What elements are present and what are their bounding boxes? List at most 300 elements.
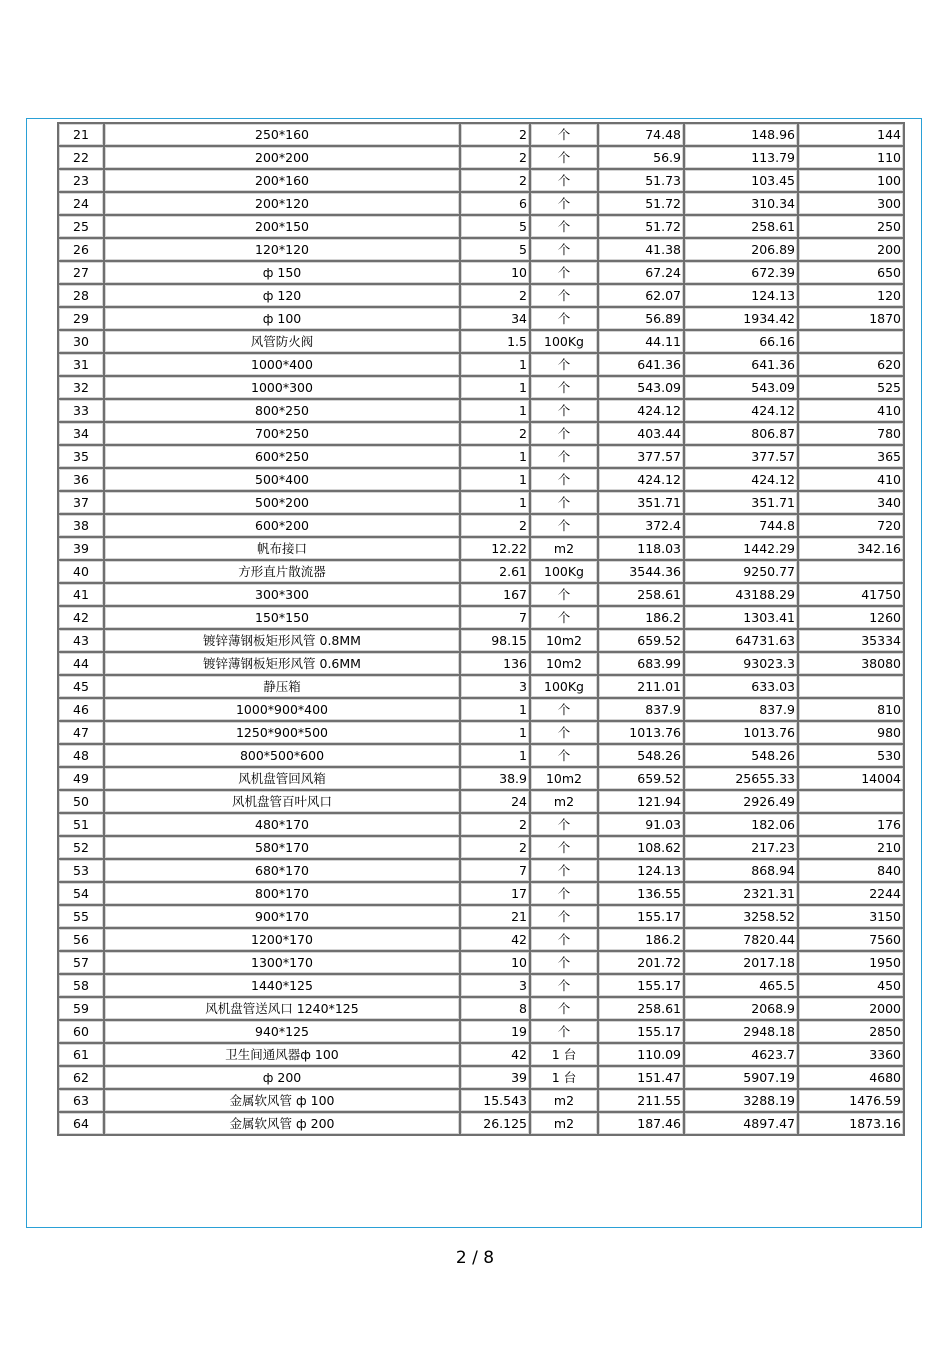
table-row — [58, 238, 904, 261]
quantity-cell: 7 — [460, 859, 530, 882]
unit-price-cell: 211.01 — [598, 675, 684, 698]
item-name-cell: 镀锌薄钢板矩形风管 0.6MM — [104, 652, 460, 675]
unit-cell: 100Kg — [530, 330, 598, 353]
quantity-cell: 10 — [460, 261, 530, 284]
final-amount-cell — [798, 675, 904, 698]
total-price-cell: 1442.29 — [684, 537, 798, 560]
unit-price-cell: 1013.76 — [598, 721, 684, 744]
unit-cell: 个 — [530, 192, 598, 215]
unit-cell: 个 — [530, 928, 598, 951]
row-number-cell: 21 — [58, 123, 104, 146]
quantity-cell: 1 — [460, 744, 530, 767]
row-number-cell: 49 — [58, 767, 104, 790]
final-amount-cell: 720 — [798, 514, 904, 537]
table-row — [58, 767, 904, 790]
item-name-cell: 700*250 — [104, 422, 460, 445]
final-amount-cell: 300 — [798, 192, 904, 215]
unit-cell: 个 — [530, 491, 598, 514]
row-number-cell: 55 — [58, 905, 104, 928]
total-price-cell: 868.94 — [684, 859, 798, 882]
unit-price-cell: 41.38 — [598, 238, 684, 261]
quantity-cell: 167 — [460, 583, 530, 606]
unit-price-cell: 51.72 — [598, 192, 684, 215]
unit-cell: 个 — [530, 583, 598, 606]
final-amount-cell: 1873.16 — [798, 1112, 904, 1135]
item-name-cell: 200*150 — [104, 215, 460, 238]
quantity-cell: 17 — [460, 882, 530, 905]
total-price-cell: 64731.63 — [684, 629, 798, 652]
quantity-cell: 3 — [460, 675, 530, 698]
final-amount-cell: 2000 — [798, 997, 904, 1020]
unit-price-cell: 51.72 — [598, 215, 684, 238]
quantity-cell: 34 — [460, 307, 530, 330]
unit-cell: 个 — [530, 951, 598, 974]
final-amount-cell: 144 — [798, 123, 904, 146]
final-amount-cell: 365 — [798, 445, 904, 468]
table-row — [58, 1066, 904, 1089]
unit-price-cell: 155.17 — [598, 1020, 684, 1043]
item-name-cell: 600*200 — [104, 514, 460, 537]
unit-cell: 1 台 — [530, 1043, 598, 1066]
unit-cell: 个 — [530, 514, 598, 537]
table-row — [58, 537, 904, 560]
table-row — [58, 1089, 904, 1112]
row-number-cell: 51 — [58, 813, 104, 836]
row-number-cell: 64 — [58, 1112, 104, 1135]
unit-price-cell: 186.2 — [598, 928, 684, 951]
unit-cell: 个 — [530, 721, 598, 744]
item-name-cell: 1300*170 — [104, 951, 460, 974]
unit-price-cell: 258.61 — [598, 997, 684, 1020]
final-amount-cell: 342.16 — [798, 537, 904, 560]
table-row — [58, 1043, 904, 1066]
table-row — [58, 744, 904, 767]
total-price-cell: 7820.44 — [684, 928, 798, 951]
table-row — [58, 560, 904, 583]
final-amount-cell: 340 — [798, 491, 904, 514]
unit-cell: 个 — [530, 146, 598, 169]
quantity-cell: 5 — [460, 238, 530, 261]
item-name-cell: 250*160 — [104, 123, 460, 146]
item-name-cell: 680*170 — [104, 859, 460, 882]
unit-cell: 个 — [530, 422, 598, 445]
unit-cell: 1 台 — [530, 1066, 598, 1089]
total-price-cell: 43188.29 — [684, 583, 798, 606]
unit-price-cell: 136.55 — [598, 882, 684, 905]
total-price-cell: 4897.47 — [684, 1112, 798, 1135]
row-number-cell: 24 — [58, 192, 104, 215]
final-amount-cell: 120 — [798, 284, 904, 307]
item-name-cell: 800*250 — [104, 399, 460, 422]
quantity-cell: 5 — [460, 215, 530, 238]
unit-cell: 100Kg — [530, 675, 598, 698]
unit-price-cell: 641.36 — [598, 353, 684, 376]
unit-price-cell: 211.55 — [598, 1089, 684, 1112]
row-number-cell: 52 — [58, 836, 104, 859]
quantity-cell: 19 — [460, 1020, 530, 1043]
unit-cell: 个 — [530, 399, 598, 422]
row-number-cell: 42 — [58, 606, 104, 629]
item-name-cell: 风机盘管送风口 1240*125 — [104, 997, 460, 1020]
final-amount-cell: 980 — [798, 721, 904, 744]
item-name-cell: 600*250 — [104, 445, 460, 468]
quantity-cell: 24 — [460, 790, 530, 813]
item-name-cell: 940*125 — [104, 1020, 460, 1043]
quantity-cell: 2 — [460, 422, 530, 445]
quantity-cell: 1 — [460, 721, 530, 744]
unit-cell: 个 — [530, 307, 598, 330]
item-name-cell: 800*500*600 — [104, 744, 460, 767]
unit-cell: 个 — [530, 606, 598, 629]
item-name-cell: ф 120 — [104, 284, 460, 307]
unit-price-cell: 51.73 — [598, 169, 684, 192]
quantity-cell: 1 — [460, 353, 530, 376]
unit-cell: 个 — [530, 468, 598, 491]
total-price-cell: 351.71 — [684, 491, 798, 514]
unit-cell: 个 — [530, 169, 598, 192]
row-number-cell: 38 — [58, 514, 104, 537]
final-amount-cell: 410 — [798, 468, 904, 491]
total-price-cell: 66.16 — [684, 330, 798, 353]
unit-cell: 个 — [530, 445, 598, 468]
final-amount-cell: 530 — [798, 744, 904, 767]
unit-cell: 个 — [530, 123, 598, 146]
table-row — [58, 284, 904, 307]
total-price-cell: 2948.18 — [684, 1020, 798, 1043]
total-price-cell: 2017.18 — [684, 951, 798, 974]
unit-cell: 个 — [530, 376, 598, 399]
final-amount-cell: 2850 — [798, 1020, 904, 1043]
total-price-cell: 2926.49 — [684, 790, 798, 813]
total-price-cell: 543.09 — [684, 376, 798, 399]
item-name-cell: 900*170 — [104, 905, 460, 928]
item-name-cell: 1440*125 — [104, 974, 460, 997]
unit-price-cell: 118.03 — [598, 537, 684, 560]
unit-cell: 个 — [530, 859, 598, 882]
unit-price-cell: 424.12 — [598, 468, 684, 491]
unit-price-cell: 74.48 — [598, 123, 684, 146]
row-number-cell: 28 — [58, 284, 104, 307]
final-amount-cell: 14004 — [798, 767, 904, 790]
table-row — [58, 123, 904, 146]
item-name-cell: 1000*900*400 — [104, 698, 460, 721]
final-amount-cell: 780 — [798, 422, 904, 445]
unit-price-cell: 187.46 — [598, 1112, 684, 1135]
unit-price-cell: 543.09 — [598, 376, 684, 399]
final-amount-cell: 110 — [798, 146, 904, 169]
row-number-cell: 32 — [58, 376, 104, 399]
final-amount-cell: 200 — [798, 238, 904, 261]
quantity-cell: 1 — [460, 399, 530, 422]
quantity-cell: 2 — [460, 813, 530, 836]
table-row — [58, 629, 904, 652]
table-row — [58, 422, 904, 445]
table-row — [58, 307, 904, 330]
table-row — [58, 330, 904, 353]
item-name-cell: 800*170 — [104, 882, 460, 905]
unit-cell: 个 — [530, 353, 598, 376]
unit-price-cell: 377.57 — [598, 445, 684, 468]
unit-cell: 个 — [530, 836, 598, 859]
unit-price-cell: 837.9 — [598, 698, 684, 721]
item-name-cell: 风机盘管回风箱 — [104, 767, 460, 790]
table-row — [58, 215, 904, 238]
item-name-cell: 卫生间通风器ф 100 — [104, 1043, 460, 1066]
final-amount-cell — [798, 330, 904, 353]
unit-cell: 个 — [530, 1020, 598, 1043]
row-number-cell: 62 — [58, 1066, 104, 1089]
unit-price-cell: 110.09 — [598, 1043, 684, 1066]
row-number-cell: 57 — [58, 951, 104, 974]
unit-cell: 个 — [530, 215, 598, 238]
total-price-cell: 377.57 — [684, 445, 798, 468]
final-amount-cell: 1476.59 — [798, 1089, 904, 1112]
final-amount-cell: 1870 — [798, 307, 904, 330]
total-price-cell: 837.9 — [684, 698, 798, 721]
final-amount-cell: 35334 — [798, 629, 904, 652]
total-price-cell: 124.13 — [684, 284, 798, 307]
table-row — [58, 399, 904, 422]
unit-price-cell: 62.07 — [598, 284, 684, 307]
row-number-cell: 29 — [58, 307, 104, 330]
final-amount-cell: 620 — [798, 353, 904, 376]
table-row — [58, 652, 904, 675]
total-price-cell: 2068.9 — [684, 997, 798, 1020]
quantity-cell: 2 — [460, 146, 530, 169]
table-row — [58, 445, 904, 468]
table-row — [58, 675, 904, 698]
item-name-cell: 500*400 — [104, 468, 460, 491]
quantity-cell: 3 — [460, 974, 530, 997]
unit-price-cell: 44.11 — [598, 330, 684, 353]
final-amount-cell: 7560 — [798, 928, 904, 951]
table-row — [58, 192, 904, 215]
table-row — [58, 698, 904, 721]
unit-price-cell: 56.89 — [598, 307, 684, 330]
table-row — [58, 514, 904, 537]
total-price-cell: 258.61 — [684, 215, 798, 238]
table-row — [58, 353, 904, 376]
item-name-cell: 1200*170 — [104, 928, 460, 951]
unit-price-cell: 155.17 — [598, 905, 684, 928]
item-name-cell: 1250*900*500 — [104, 721, 460, 744]
unit-cell: m2 — [530, 1089, 598, 1112]
table-row — [58, 951, 904, 974]
total-price-cell: 93023.3 — [684, 652, 798, 675]
quantity-cell: 15.543 — [460, 1089, 530, 1112]
unit-price-cell: 403.44 — [598, 422, 684, 445]
final-amount-cell: 250 — [798, 215, 904, 238]
quantity-cell: 42 — [460, 1043, 530, 1066]
unit-cell: 10m2 — [530, 629, 598, 652]
row-number-cell: 59 — [58, 997, 104, 1020]
final-amount-cell: 41750 — [798, 583, 904, 606]
quantity-cell: 1 — [460, 698, 530, 721]
unit-cell: 个 — [530, 813, 598, 836]
unit-price-cell: 3544.36 — [598, 560, 684, 583]
total-price-cell: 1303.41 — [684, 606, 798, 629]
total-price-cell: 672.39 — [684, 261, 798, 284]
final-amount-cell: 3360 — [798, 1043, 904, 1066]
row-number-cell: 44 — [58, 652, 104, 675]
table-row — [58, 836, 904, 859]
unit-price-cell: 121.94 — [598, 790, 684, 813]
final-amount-cell — [798, 790, 904, 813]
item-name-cell: 帆布接口 — [104, 537, 460, 560]
row-number-cell: 46 — [58, 698, 104, 721]
unit-cell: 个 — [530, 261, 598, 284]
quantity-cell: 98.15 — [460, 629, 530, 652]
row-number-cell: 35 — [58, 445, 104, 468]
page-number: 2 / 8 — [455, 1248, 495, 1268]
row-number-cell: 37 — [58, 491, 104, 514]
table-row — [58, 813, 904, 836]
item-name-cell: 金属软风管 ф 100 — [104, 1089, 460, 1112]
cost-table-body — [58, 123, 904, 1135]
item-name-cell: 500*200 — [104, 491, 460, 514]
row-number-cell: 34 — [58, 422, 104, 445]
item-name-cell: 300*300 — [104, 583, 460, 606]
total-price-cell: 806.87 — [684, 422, 798, 445]
quantity-cell: 42 — [460, 928, 530, 951]
total-price-cell: 1013.76 — [684, 721, 798, 744]
unit-price-cell: 548.26 — [598, 744, 684, 767]
final-amount-cell: 410 — [798, 399, 904, 422]
table-row — [58, 928, 904, 951]
row-number-cell: 45 — [58, 675, 104, 698]
unit-price-cell: 424.12 — [598, 399, 684, 422]
row-number-cell: 23 — [58, 169, 104, 192]
total-price-cell: 3258.52 — [684, 905, 798, 928]
unit-price-cell: 108.62 — [598, 836, 684, 859]
table-row — [58, 491, 904, 514]
table-row — [58, 905, 904, 928]
total-price-cell: 3288.19 — [684, 1089, 798, 1112]
unit-price-cell: 351.71 — [598, 491, 684, 514]
unit-cell: 个 — [530, 905, 598, 928]
row-number-cell: 31 — [58, 353, 104, 376]
quantity-cell: 2 — [460, 169, 530, 192]
unit-price-cell: 683.99 — [598, 652, 684, 675]
quantity-cell: 2.61 — [460, 560, 530, 583]
unit-price-cell: 155.17 — [598, 974, 684, 997]
total-price-cell: 217.23 — [684, 836, 798, 859]
table-row — [58, 1112, 904, 1135]
row-number-cell: 26 — [58, 238, 104, 261]
row-number-cell: 53 — [58, 859, 104, 882]
unit-price-cell: 659.52 — [598, 629, 684, 652]
item-name-cell: 580*170 — [104, 836, 460, 859]
unit-cell: 个 — [530, 997, 598, 1020]
quantity-cell: 39 — [460, 1066, 530, 1089]
total-price-cell: 424.12 — [684, 468, 798, 491]
row-number-cell: 39 — [58, 537, 104, 560]
total-price-cell: 548.26 — [684, 744, 798, 767]
row-number-cell: 33 — [58, 399, 104, 422]
unit-cell: m2 — [530, 1112, 598, 1135]
unit-price-cell: 67.24 — [598, 261, 684, 284]
unit-price-cell: 151.47 — [598, 1066, 684, 1089]
row-number-cell: 50 — [58, 790, 104, 813]
quantity-cell: 8 — [460, 997, 530, 1020]
quantity-cell: 2 — [460, 514, 530, 537]
quantity-cell: 26.125 — [460, 1112, 530, 1135]
row-number-cell: 25 — [58, 215, 104, 238]
total-price-cell: 2321.31 — [684, 882, 798, 905]
table-row — [58, 583, 904, 606]
quantity-cell: 2 — [460, 284, 530, 307]
unit-price-cell: 56.9 — [598, 146, 684, 169]
table-row — [58, 169, 904, 192]
item-name-cell: 金属软风管 ф 200 — [104, 1112, 460, 1135]
row-number-cell: 61 — [58, 1043, 104, 1066]
unit-cell: 个 — [530, 882, 598, 905]
item-name-cell: ф 150 — [104, 261, 460, 284]
unit-price-cell: 372.4 — [598, 514, 684, 537]
table-row — [58, 882, 904, 905]
table-row — [58, 721, 904, 744]
final-amount-cell — [798, 560, 904, 583]
quantity-cell: 1 — [460, 468, 530, 491]
row-number-cell: 30 — [58, 330, 104, 353]
row-number-cell: 27 — [58, 261, 104, 284]
final-amount-cell: 3150 — [798, 905, 904, 928]
item-name-cell: 200*120 — [104, 192, 460, 215]
final-amount-cell: 210 — [798, 836, 904, 859]
final-amount-cell: 1950 — [798, 951, 904, 974]
row-number-cell: 43 — [58, 629, 104, 652]
table-row — [58, 376, 904, 399]
unit-cell: 10m2 — [530, 767, 598, 790]
final-amount-cell: 100 — [798, 169, 904, 192]
quantity-cell: 12.22 — [460, 537, 530, 560]
total-price-cell: 182.06 — [684, 813, 798, 836]
final-amount-cell: 4680 — [798, 1066, 904, 1089]
table-row — [58, 974, 904, 997]
unit-cell: 10m2 — [530, 652, 598, 675]
quantity-cell: 2 — [460, 123, 530, 146]
table-row — [58, 606, 904, 629]
row-number-cell: 47 — [58, 721, 104, 744]
row-number-cell: 63 — [58, 1089, 104, 1112]
final-amount-cell: 450 — [798, 974, 904, 997]
cost-table — [57, 122, 905, 1136]
total-price-cell: 4623.7 — [684, 1043, 798, 1066]
quantity-cell: 10 — [460, 951, 530, 974]
final-amount-cell: 38080 — [798, 652, 904, 675]
final-amount-cell: 840 — [798, 859, 904, 882]
item-name-cell: 风机盘管百叶风口 — [104, 790, 460, 813]
total-price-cell: 9250.77 — [684, 560, 798, 583]
item-name-cell: 风管防火阀 — [104, 330, 460, 353]
unit-price-cell: 201.72 — [598, 951, 684, 974]
unit-price-cell: 124.13 — [598, 859, 684, 882]
item-name-cell: 1000*400 — [104, 353, 460, 376]
row-number-cell: 60 — [58, 1020, 104, 1043]
row-number-cell: 22 — [58, 146, 104, 169]
quantity-cell: 1.5 — [460, 330, 530, 353]
total-price-cell: 641.36 — [684, 353, 798, 376]
item-name-cell: 静压箱 — [104, 675, 460, 698]
quantity-cell: 6 — [460, 192, 530, 215]
unit-cell: 个 — [530, 974, 598, 997]
total-price-cell: 465.5 — [684, 974, 798, 997]
unit-price-cell: 659.52 — [598, 767, 684, 790]
unit-cell: 个 — [530, 284, 598, 307]
total-price-cell: 103.45 — [684, 169, 798, 192]
row-number-cell: 48 — [58, 744, 104, 767]
item-name-cell: 200*200 — [104, 146, 460, 169]
